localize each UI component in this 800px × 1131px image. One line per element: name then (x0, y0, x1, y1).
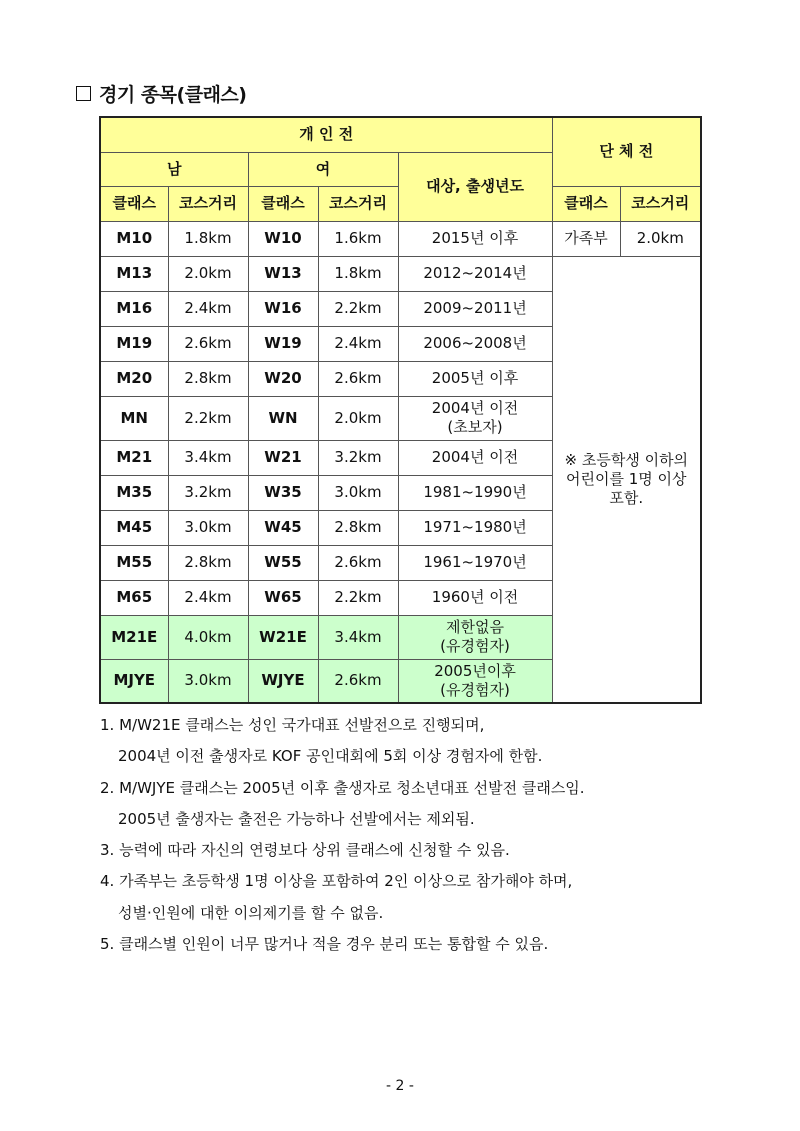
male-distance: 2.8km (168, 361, 248, 396)
female-distance: 3.0km (318, 475, 398, 510)
female-class: WN (248, 396, 318, 440)
team-distance: 2.0km (620, 221, 701, 256)
female-class-label: 클래스 (248, 186, 318, 221)
table-row (100, 256, 701, 291)
male-distance: 2.8km (168, 545, 248, 580)
male-class: M45 (100, 510, 168, 545)
female-class: WJYE (248, 659, 318, 703)
male-distance: 2.4km (168, 580, 248, 615)
individual-header: 개 인 전 (100, 117, 552, 152)
female-class: W45 (248, 510, 318, 545)
note-item: 2. M/WJYE 클래스는 2005년 이후 출생자로 청소년대표 선발전 클래스임. 2005년 출생자는 출전은 가능하나 선발에서는 제외됨. (100, 778, 585, 828)
male-class: M19 (100, 326, 168, 361)
target-year: 2005년이후 (유경험자) (398, 659, 552, 703)
female-class: W55 (248, 545, 318, 580)
male-distance: 2.0km (168, 256, 248, 291)
table-row (100, 221, 701, 256)
target-year: 1961~1970년 (398, 545, 552, 580)
female-distance: 2.8km (318, 510, 398, 545)
note-item: 1. M/W21E 클래스는 성인 국가대표 선발전으로 진행되며, 2004년 이전 출생자로 KOF 공인대회에 5회 이상 경험자에 한함. (100, 716, 543, 766)
male-distance: 3.4km (168, 440, 248, 475)
female-distance: 2.2km (318, 291, 398, 326)
note-item: 4. 가족부는 초등학생 1명 이상을 포함하여 2인 이상으로 참가해야 하며, 성별·인원에 대한 이의제기를 할 수 없음. (100, 872, 573, 922)
male-class: M21E (100, 615, 168, 659)
target-year: 1960년 이전 (398, 580, 552, 615)
female-class: W10 (248, 221, 318, 256)
male-header: 남 (100, 152, 248, 186)
target-year: 2006~2008년 (398, 326, 552, 361)
female-class: W19 (248, 326, 318, 361)
target-year: 2005년 이후 (398, 361, 552, 396)
team-distance-label: 코스거리 (620, 186, 701, 221)
class-table (99, 116, 702, 704)
male-class: MJYE (100, 659, 168, 703)
male-distance: 3.0km (168, 510, 248, 545)
male-class: M65 (100, 580, 168, 615)
female-class: W35 (248, 475, 318, 510)
male-class: M35 (100, 475, 168, 510)
team-class: 가족부 (552, 221, 620, 256)
female-distance: 3.4km (318, 615, 398, 659)
female-distance: 2.2km (318, 580, 398, 615)
male-distance: 2.4km (168, 291, 248, 326)
male-distance-label: 코스거리 (168, 186, 248, 221)
male-distance: 1.8km (168, 221, 248, 256)
female-class: W21E (248, 615, 318, 659)
female-class: W65 (248, 580, 318, 615)
female-class: W16 (248, 291, 318, 326)
male-class: M10 (100, 221, 168, 256)
male-distance: 2.2km (168, 396, 248, 440)
target-year: 2009~2011년 (398, 291, 552, 326)
female-distance: 2.6km (318, 659, 398, 703)
male-class: M21 (100, 440, 168, 475)
male-distance: 2.6km (168, 326, 248, 361)
female-distance: 3.2km (318, 440, 398, 475)
male-class: M55 (100, 545, 168, 580)
target-year: 2004년 이전 (398, 440, 552, 475)
male-distance: 4.0km (168, 615, 248, 659)
male-distance: 3.0km (168, 659, 248, 703)
female-distance: 2.6km (318, 545, 398, 580)
target-year: 1981~1990년 (398, 475, 552, 510)
female-distance-label: 코스거리 (318, 186, 398, 221)
target-header: 대상, 출생년도 (398, 152, 552, 221)
notes-list (100, 710, 740, 960)
female-distance: 1.6km (318, 221, 398, 256)
target-year: 제한없음 (유경험자) (398, 615, 552, 659)
team-header: 단 체 전 (552, 117, 701, 186)
male-class: M20 (100, 361, 168, 396)
target-year: 2012~2014년 (398, 256, 552, 291)
female-distance: 2.0km (318, 396, 398, 440)
target-year: 2004년 이전 (초보자) (398, 396, 552, 440)
male-class: M13 (100, 256, 168, 291)
female-class: W21 (248, 440, 318, 475)
male-class: M16 (100, 291, 168, 326)
checkbox-square-icon (76, 86, 91, 101)
target-year: 1971~1980년 (398, 510, 552, 545)
female-class: W20 (248, 361, 318, 396)
female-class: W13 (248, 256, 318, 291)
female-distance: 2.6km (318, 361, 398, 396)
male-distance: 3.2km (168, 475, 248, 510)
section-title: 경기 종목(클래스) (99, 84, 247, 106)
note-item: 5. 클래스별 인원이 너무 많거나 적을 경우 분리 또는 통합할 수 있음. (100, 935, 549, 954)
section-heading (76, 80, 246, 107)
team-note: ※ 초등학생 이하의 어린이를 1명 이상 포함. (552, 256, 701, 703)
female-header: 여 (248, 152, 398, 186)
female-distance: 1.8km (318, 256, 398, 291)
female-distance: 2.4km (318, 326, 398, 361)
page-number: - 2 - (386, 1078, 414, 1094)
male-class-label: 클래스 (100, 186, 168, 221)
note-item: 3. 능력에 따라 자신의 연령보다 상위 클래스에 신청할 수 있음. (100, 841, 510, 860)
team-class-label: 클래스 (552, 186, 620, 221)
male-class: MN (100, 396, 168, 440)
target-year: 2015년 이후 (398, 221, 552, 256)
